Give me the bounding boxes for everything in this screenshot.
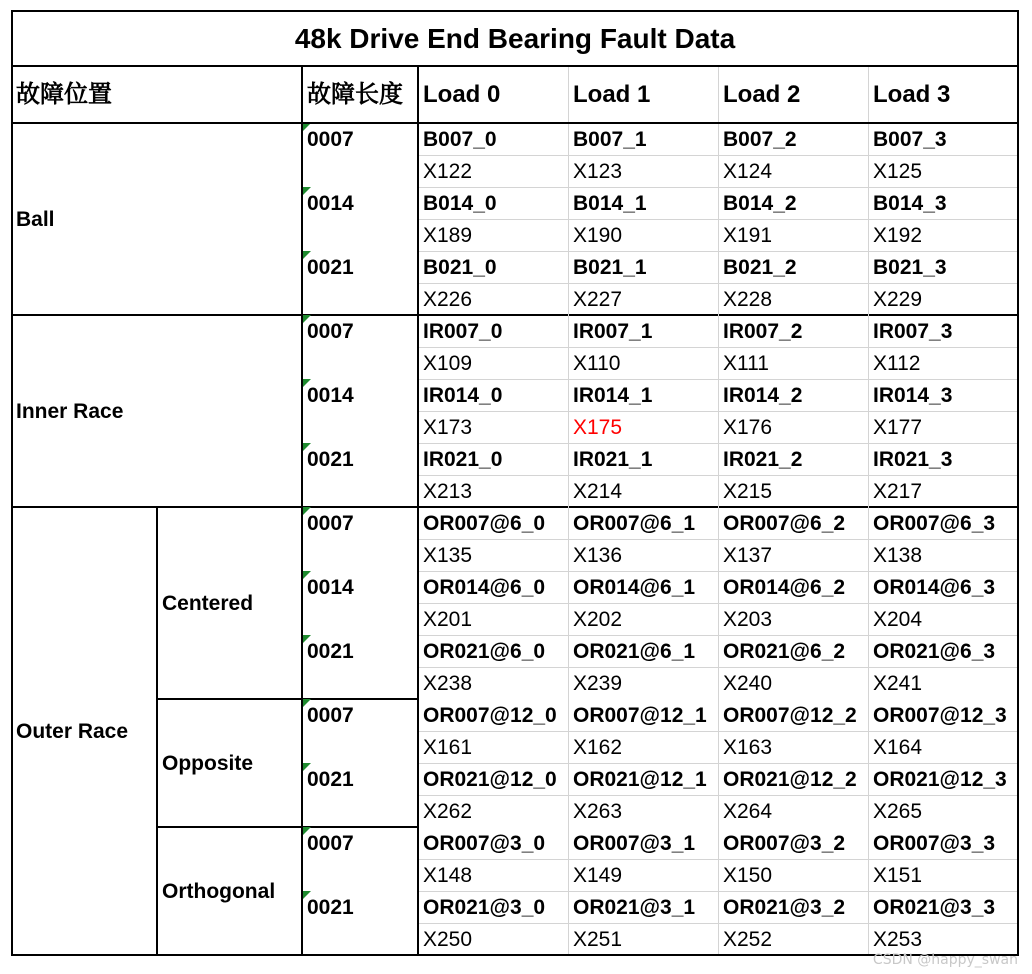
fault-name-cell: IR014_3 bbox=[873, 383, 953, 407]
column-divider bbox=[568, 66, 569, 955]
comment-marker-icon bbox=[302, 571, 311, 580]
file-id-cell: X124 bbox=[723, 159, 773, 183]
fault-name-cell: OR021@3_1 bbox=[573, 895, 696, 919]
file-id-cell: X161 bbox=[423, 735, 473, 759]
comment-marker-icon bbox=[302, 187, 311, 196]
file-id-cell: X229 bbox=[873, 287, 923, 311]
header-load-3: Load 3 bbox=[873, 81, 951, 108]
fault-length-cell: 0007 bbox=[302, 315, 418, 379]
fault-name-cell: OR007@12_2 bbox=[723, 703, 857, 727]
subgroup-label: Opposite bbox=[162, 751, 254, 775]
outer-border-top bbox=[11, 10, 1019, 12]
file-id-cell: X201 bbox=[423, 607, 473, 631]
fault-name-cell: OR007@12_1 bbox=[573, 703, 707, 727]
fault-location-label: Outer Race bbox=[16, 719, 129, 743]
file-id-cell: X164 bbox=[873, 735, 923, 759]
file-id-cell: X111 bbox=[723, 351, 769, 375]
file-id-cell: X241 bbox=[873, 671, 923, 695]
comment-marker-icon bbox=[302, 827, 311, 836]
file-id-cell: X263 bbox=[573, 799, 623, 823]
file-id-cell: X123 bbox=[573, 159, 623, 183]
file-id-cell: X173 bbox=[423, 415, 473, 439]
fault-name-cell: OR021@6_3 bbox=[873, 639, 996, 663]
fault-name-cell: OR021@12_3 bbox=[873, 767, 1007, 791]
subgroup-label: Orthogonal bbox=[162, 879, 276, 903]
fault-name-cell: OR021@3_2 bbox=[723, 895, 846, 919]
file-id-cell: X228 bbox=[723, 287, 773, 311]
file-id-cell: X226 bbox=[423, 287, 473, 311]
file-id-cell: X176 bbox=[723, 415, 773, 439]
comment-marker-icon bbox=[302, 763, 311, 772]
header-border bbox=[11, 122, 1019, 124]
fault-name-cell: IR021_3 bbox=[873, 447, 953, 471]
fault-name-cell: OR007@3_2 bbox=[723, 831, 846, 855]
fault-name-cell: IR007_2 bbox=[723, 319, 803, 343]
file-id-cell: X202 bbox=[573, 607, 623, 631]
fault-name-cell: B014_3 bbox=[873, 191, 947, 215]
fault-name-cell: OR014@6_1 bbox=[573, 575, 696, 599]
fault-name-cell: IR021_2 bbox=[723, 447, 803, 471]
subgroup-vertical-border bbox=[156, 507, 158, 955]
subgroup-label: Centered bbox=[162, 591, 254, 615]
watermark: CSDN @happy_swan bbox=[872, 952, 1018, 968]
fault-name-cell: OR007@3_1 bbox=[573, 831, 696, 855]
comment-marker-icon bbox=[302, 123, 311, 132]
file-id-cell: X264 bbox=[723, 799, 773, 823]
fault-length-cell: 0007 bbox=[302, 507, 418, 571]
fault-name-cell: B014_2 bbox=[723, 191, 797, 215]
fault-name-cell: OR021@12_2 bbox=[723, 767, 857, 791]
file-id-cell: X125 bbox=[873, 159, 923, 183]
file-id-cell: X109 bbox=[423, 351, 473, 375]
fault-name-cell: OR014@6_3 bbox=[873, 575, 996, 599]
file-id-cell: X162 bbox=[573, 735, 623, 759]
title-border bbox=[11, 65, 1019, 67]
fault-data-table bbox=[11, 10, 1019, 956]
table-title: 48k Drive End Bearing Fault Data bbox=[294, 22, 736, 54]
file-id-cell: X149 bbox=[573, 863, 623, 887]
file-id-cell: X252 bbox=[723, 927, 773, 951]
fault-name-cell: B007_0 bbox=[423, 127, 497, 151]
comment-marker-icon bbox=[302, 635, 311, 644]
header-fault-length: 故障长度 bbox=[307, 81, 403, 108]
file-id-cell: X204 bbox=[873, 607, 923, 631]
fault-name-cell: B007_2 bbox=[723, 127, 797, 151]
file-id-cell: X250 bbox=[423, 927, 473, 951]
fault-name-cell: OR021@6_2 bbox=[723, 639, 846, 663]
comment-marker-icon bbox=[302, 891, 311, 900]
fault-name-cell: OR021@12_0 bbox=[423, 767, 557, 791]
fault-name-cell: B021_3 bbox=[873, 255, 947, 279]
fault-length-cell: 0021 bbox=[302, 443, 418, 507]
file-id-cell: X190 bbox=[573, 223, 623, 247]
file-id-cell: X136 bbox=[573, 543, 623, 567]
fault-name-cell: B021_0 bbox=[423, 255, 497, 279]
fault-name-cell: IR007_3 bbox=[873, 319, 953, 343]
file-id-cell: X138 bbox=[873, 543, 923, 567]
file-id-cell: X189 bbox=[423, 223, 473, 247]
fault-name-cell: OR007@12_0 bbox=[423, 703, 557, 727]
comment-marker-icon bbox=[302, 251, 311, 260]
fault-length-cell: 0021 bbox=[302, 251, 418, 315]
file-id-cell: X251 bbox=[573, 927, 623, 951]
file-id-cell: X203 bbox=[723, 607, 773, 631]
file-id-cell: X135 bbox=[423, 543, 473, 567]
file-id-cell: X150 bbox=[723, 863, 773, 887]
fault-location-label: Ball bbox=[16, 207, 55, 231]
file-id-cell: X253 bbox=[873, 927, 923, 951]
file-id-cell: X192 bbox=[873, 223, 923, 247]
file-id-cell: X163 bbox=[723, 735, 773, 759]
file-id-cell: X214 bbox=[573, 479, 623, 503]
file-id-cell: X110 bbox=[573, 351, 621, 375]
fault-length-cell: 0021 bbox=[302, 891, 418, 955]
fault-location-label: Inner Race bbox=[16, 399, 124, 423]
fault-length-cell: 0014 bbox=[302, 187, 418, 251]
fault-name-cell: OR014@6_2 bbox=[723, 575, 846, 599]
file-id-cell: X227 bbox=[573, 287, 623, 311]
fault-name-cell: OR021@6_1 bbox=[573, 639, 696, 663]
comment-marker-icon bbox=[302, 443, 311, 452]
length-column-border bbox=[417, 66, 419, 955]
file-id-cell: X238 bbox=[423, 671, 473, 695]
fault-length-cell: 0021 bbox=[302, 763, 418, 827]
fault-name-cell: IR021_0 bbox=[423, 447, 503, 471]
outer-border-right bbox=[1017, 10, 1019, 955]
file-id-cell: X240 bbox=[723, 671, 773, 695]
fault-name-cell: OR007@6_0 bbox=[423, 511, 546, 535]
fault-name-cell: B021_1 bbox=[573, 255, 647, 279]
file-id-cell: X148 bbox=[423, 863, 473, 887]
file-id-cell: X122 bbox=[423, 159, 473, 183]
fault-length-cell: 0007 bbox=[302, 123, 418, 187]
fault-name-cell: IR014_2 bbox=[723, 383, 803, 407]
fault-name-cell: OR021@3_0 bbox=[423, 895, 546, 919]
file-id-cell: X265 bbox=[873, 799, 923, 823]
file-id-cell: X175 bbox=[573, 415, 623, 439]
fault-name-cell: OR007@6_2 bbox=[723, 511, 846, 535]
fault-name-cell: IR014_0 bbox=[423, 383, 503, 407]
fault-name-cell: B007_1 bbox=[573, 127, 647, 151]
fault-name-cell: OR014@6_0 bbox=[423, 575, 546, 599]
comment-marker-icon bbox=[302, 315, 311, 324]
fault-length-cell: 0007 bbox=[302, 827, 418, 891]
fault-name-cell: IR007_1 bbox=[573, 319, 653, 343]
fault-name-cell: OR021@6_0 bbox=[423, 639, 546, 663]
fault-length-cell: 0014 bbox=[302, 379, 418, 443]
fault-name-cell: OR007@3_3 bbox=[873, 831, 996, 855]
header-fault-location: 故障位置 bbox=[16, 81, 112, 108]
fault-name-cell: IR014_1 bbox=[573, 383, 653, 407]
fault-name-cell: OR021@12_1 bbox=[573, 767, 707, 791]
outer-border-bottom bbox=[11, 954, 1019, 956]
fault-name-cell: B007_3 bbox=[873, 127, 947, 151]
fault-length-cell: 0021 bbox=[302, 635, 418, 699]
file-id-cell: X239 bbox=[573, 671, 623, 695]
file-id-cell: X215 bbox=[723, 479, 773, 503]
file-id-cell: X262 bbox=[423, 799, 473, 823]
file-id-cell: X112 bbox=[873, 351, 921, 375]
file-id-cell: X191 bbox=[723, 223, 773, 247]
outer-border-left bbox=[11, 10, 13, 955]
file-id-cell: X137 bbox=[723, 543, 773, 567]
comment-marker-icon bbox=[302, 699, 311, 708]
header-load-2: Load 2 bbox=[723, 81, 801, 108]
column-divider bbox=[718, 66, 719, 955]
fault-name-cell: OR007@12_3 bbox=[873, 703, 1007, 727]
location-column-border bbox=[301, 66, 303, 955]
comment-marker-icon bbox=[302, 379, 311, 388]
fault-name-cell: IR007_0 bbox=[423, 319, 503, 343]
fault-name-cell: B014_1 bbox=[573, 191, 647, 215]
column-divider bbox=[868, 66, 869, 955]
fault-name-cell: B021_2 bbox=[723, 255, 797, 279]
fault-name-cell: OR021@3_3 bbox=[873, 895, 996, 919]
fault-name-cell: OR007@6_3 bbox=[873, 511, 996, 535]
header-load-0: Load 0 bbox=[423, 81, 501, 108]
fault-name-cell: IR021_1 bbox=[573, 447, 653, 471]
fault-length-cell: 0014 bbox=[302, 571, 418, 635]
file-id-cell: X151 bbox=[873, 863, 923, 887]
fault-name-cell: OR007@6_1 bbox=[573, 511, 696, 535]
fault-name-cell: OR007@3_0 bbox=[423, 831, 546, 855]
comment-marker-icon bbox=[302, 507, 311, 516]
file-id-cell: X217 bbox=[873, 479, 923, 503]
fault-name-cell: B014_0 bbox=[423, 191, 497, 215]
fault-length-cell: 0007 bbox=[302, 699, 418, 763]
file-id-cell: X213 bbox=[423, 479, 473, 503]
file-id-cell: X177 bbox=[873, 415, 923, 439]
header-load-1: Load 1 bbox=[573, 81, 651, 108]
